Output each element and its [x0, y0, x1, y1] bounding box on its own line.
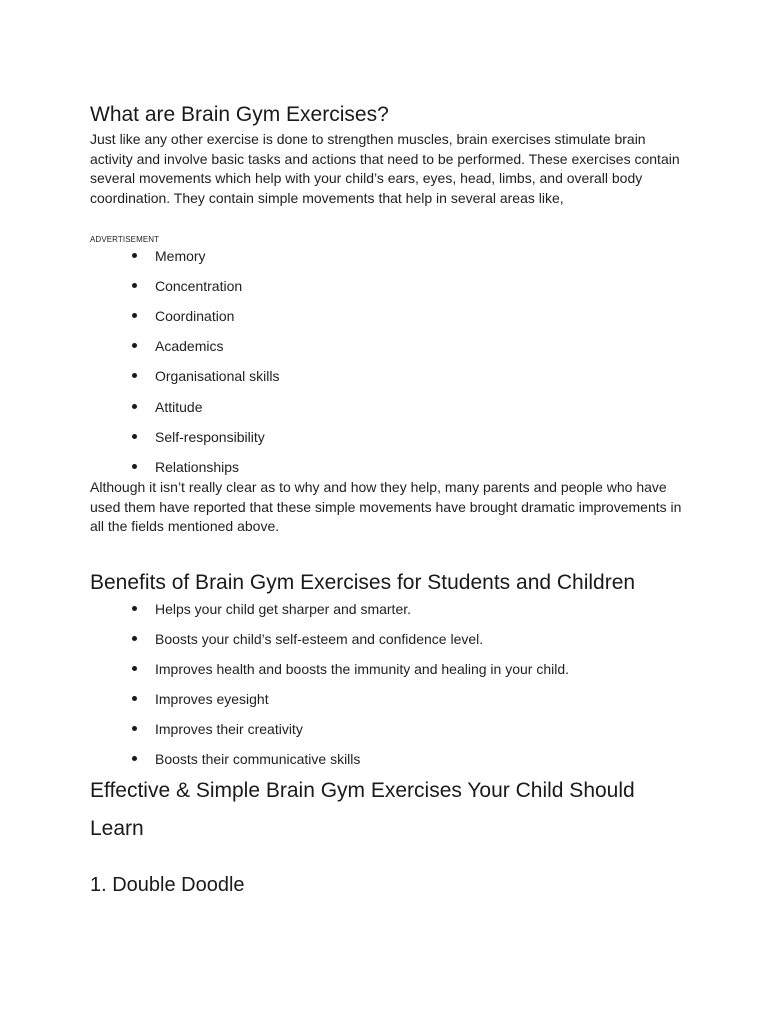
bullet-icon	[132, 464, 137, 469]
bullet-icon	[132, 283, 137, 288]
bullet-icon	[132, 696, 137, 701]
bullet-icon	[132, 606, 137, 611]
bullet-icon	[132, 434, 137, 439]
section-heading-benefits: Benefits of Brain Gym Exercises for Students and Children	[90, 571, 636, 594]
closing-paragraph: Although it isn’t really clear as to why and how they help, many parents and people who have used them have reported that these simple movements have brought dramatic improvements in all the fields mentioned above.	[90, 479, 682, 534]
bullet-icon	[132, 253, 137, 258]
bullet-icon	[132, 313, 137, 318]
bullet-icon	[132, 666, 137, 671]
bullet-icon	[132, 756, 137, 761]
bullet-icon	[132, 636, 137, 641]
bullet-icon	[132, 726, 137, 731]
section-heading-effective-exercises: Effective & Simple Brain Gym Exercises Your Child Should Learn	[90, 779, 635, 840]
advertisement-label: ADVERTISEMENT	[90, 235, 160, 244]
bullet-icon	[132, 404, 137, 409]
document-page: What are Brain Gym Exercises? Just like any other exercise is done to strengthen muscles, brain exercises stimulate brain activity and involve basic tasks and actions that need to be performed. These exercises contain several movements which help with your child’s ears, eyes, head, limbs, and overall body coordination. They contain simple movements that help in several areas like, ADVERTISEMENT Memory Concentration Coordination Academics Organisational skills Attitude Self-responsibility Relationships Although it isn’t really clear as to why and how they help, many parents and people who have used them have reported that these simple movements have brought dramatic improvements in all the fields mentioned above. Benefits of Brain Gym Exercises for Students and Children Helps your child get sharper and smarter. Boosts your child’s self-esteem and confidence level. Improves health and boosts the immunity and healing in your child. Improves eyesight Improves their creativity Boosts their communicative skills Effective & Simple Brain Gym Exercises Your Child Should Learn 1. Double Doodle	[0, 0, 768, 1024]
bullet-icon	[132, 343, 137, 348]
bullet-icon	[132, 373, 137, 378]
subheading-double-doodle: 1. Double Doodle	[90, 874, 245, 896]
section-heading-what-are-brain-gym: What are Brain Gym Exercises?	[90, 103, 389, 126]
intro-paragraph: Just like any other exercise is done to strengthen muscles, brain exercises stimulate brain activity and involve basic tasks and actions that need to be performed. These exercises contain several movements which help with your child’s ears, eyes, head, limbs, and overall body coordination. They contain simple movements that help in several areas like,	[90, 131, 680, 206]
